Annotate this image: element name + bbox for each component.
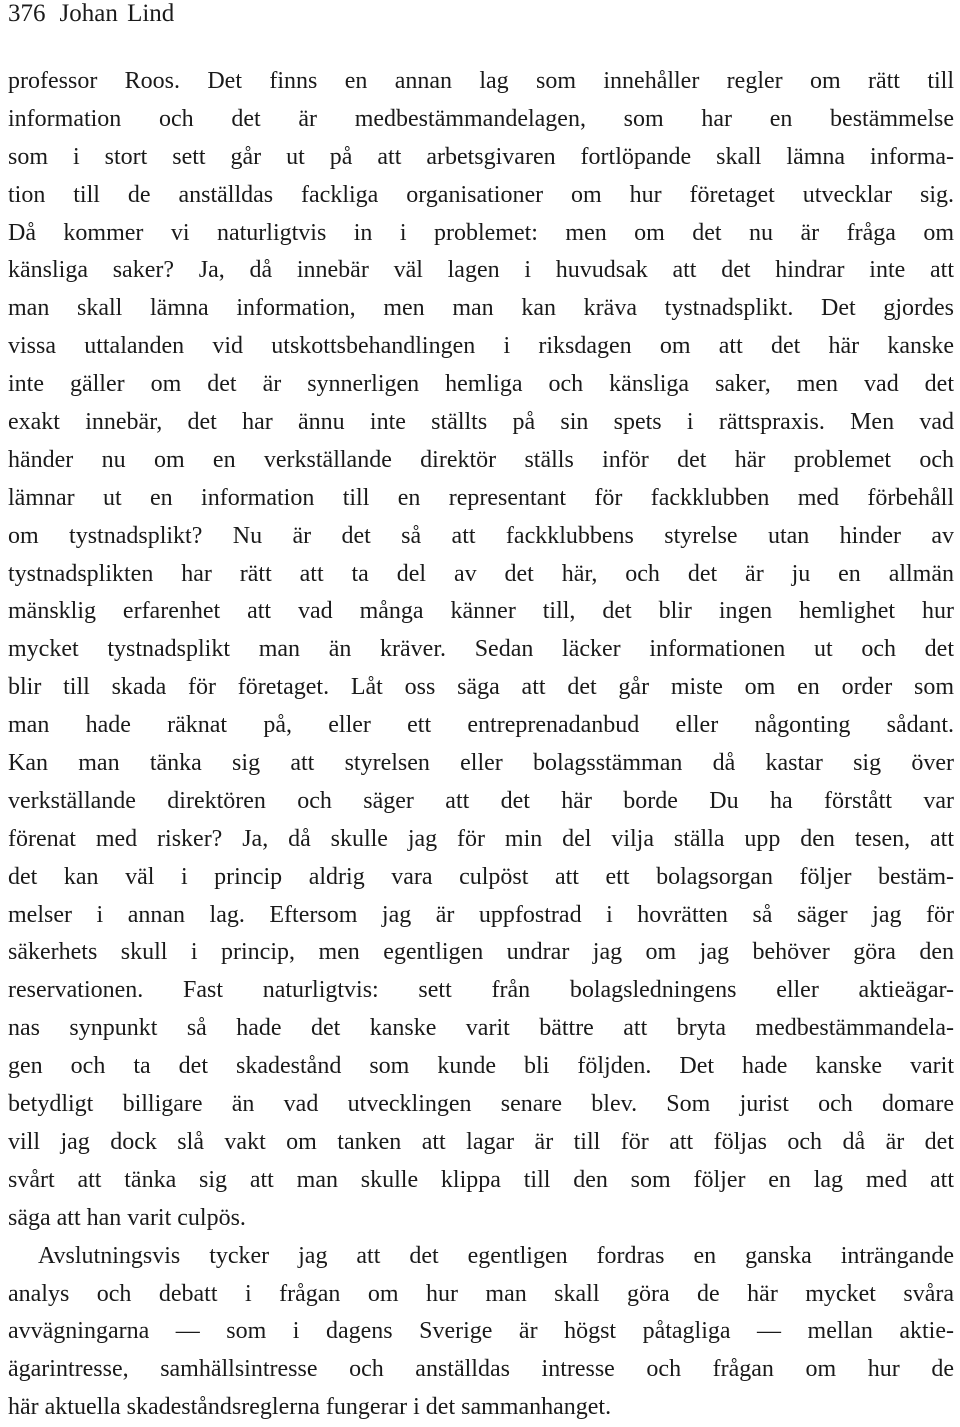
running-header bbox=[8, 1, 954, 27]
text-line: melser i annan lag. Eftersom jag är uppfostrad i hovrätten så säger jag för bbox=[8, 901, 954, 928]
text-line: avvägningarna — som i dagens Sverige är högst påtagliga — mellan aktie- bbox=[8, 1318, 954, 1345]
text-line: känsliga saker? Ja, då innebär väl lagen i huvudsak att det hindrar inte att bbox=[8, 257, 954, 284]
text-line: vissa uttalanden vid utskottsbehandlingen i riksdagen om att det här kanske bbox=[8, 333, 954, 360]
text-line: om tystnadsplikt? Nu är det så att fackklubbens styrelse utan hinder av bbox=[8, 522, 954, 549]
text-line: säga att han varit culpös. bbox=[8, 1204, 246, 1231]
text-line: analys och debatt i frågan om hur man skall göra de här mycket svåra bbox=[8, 1280, 954, 1307]
text-line: säkerhets skull i princip, men egentligen undrar jag om jag behöver göra den bbox=[8, 939, 954, 966]
text-line: Avslutningsvis tycker jag att det egentligen fordras en ganska inträngande bbox=[38, 1242, 954, 1269]
text-line: professor Roos. Det finns en annan lag som innehåller regler om rätt till bbox=[8, 68, 954, 94]
text-line: information och det är medbestämmandelagen, som har en bestämmelse bbox=[8, 105, 954, 132]
text-line: exakt innebär, det har ännu inte ställts på sin spets i rättspraxis. Men vad bbox=[8, 409, 954, 436]
text-line: tystnadsplikten har rätt att ta del av det här, och det är ju en allmän bbox=[8, 560, 954, 587]
text-line: nas synpunkt så hade det kanske varit bättre att bryta medbestämmandela- bbox=[8, 1015, 954, 1042]
text-line: ägarintresse, samhällsintresse och anställdas intresse och frågan om hur de bbox=[8, 1356, 954, 1383]
paragraph bbox=[8, 63, 954, 1238]
body-text bbox=[8, 63, 954, 1427]
text-line: reservationen. Fast naturligtvis: sett från bolagsledningens eller aktieägar- bbox=[8, 977, 954, 1004]
text-line: inte gäller om det är synnerligen hemliga och känsliga saker, men vad det bbox=[8, 371, 954, 398]
text-line: blir till skada för företaget. Låt oss säga att det går miste om en order som bbox=[8, 674, 954, 701]
text-line: verkställande direktören och säger att det här borde Du ha förstått var bbox=[8, 787, 954, 814]
text-line: Då kommer vi naturligtvis in i problemet: men om det nu är fråga om bbox=[8, 219, 954, 246]
text-line: man hade räknat på, eller ett entreprenadanbud eller någonting sådant. bbox=[8, 712, 954, 739]
text-line: betydligt billigare än vad utvecklingen senare blev. Som jurist och domare bbox=[8, 1091, 954, 1118]
text-line: mänsklig erfarenhet att vad många känner till, det blir ingen hemlighet hur bbox=[8, 598, 954, 625]
text-line: tion till de anställdas fackliga organisationer om hur företaget utvecklar sig. bbox=[8, 181, 954, 208]
text-line: lämnar ut en information till en representant för fackklubben med förbehåll bbox=[8, 484, 954, 511]
text-line: det kan väl i princip aldrig vara culpöst att ett bolagsorgan följer bestäm- bbox=[8, 863, 954, 890]
text-line: man skall lämna information, men man kan kräva tystnadsplikt. Det gjordes bbox=[8, 295, 954, 322]
text-line: förenat med risker? Ja, då skulle jag för min del vilja ställa upp den tesen, att bbox=[8, 825, 954, 852]
document-page bbox=[8, 0, 954, 1427]
text-line: vill jag dock slå vakt om tanken att lagar är till för att följas och då är det bbox=[8, 1128, 954, 1155]
text-line: Kan man tänka sig att styrelsen eller bolagsstämman då kastar sig över bbox=[8, 750, 954, 777]
running-head-author: Johan Lind bbox=[59, 0, 175, 27]
page-number: 376 bbox=[8, 0, 46, 27]
text-line: gen och ta det skadestånd som kunde bli följden. Det hade kanske varit bbox=[8, 1053, 954, 1080]
text-line: händer nu om en verkställande direktör ställs inför det här problemet och bbox=[8, 446, 954, 473]
text-line: mycket tystnadsplikt man än kräver. Sedan läcker informationen ut och det bbox=[8, 636, 954, 663]
paragraph bbox=[8, 1238, 954, 1427]
text-line: svårt att tänka sig att man skulle klippa till den som följer en lag med att bbox=[8, 1166, 954, 1193]
text-line: här aktuella skadeståndsreglerna fungerar i det sammanhanget. bbox=[8, 1394, 612, 1421]
text-line: som i stort sett går ut på att arbetsgivaren fortlöpande skall lämna informa- bbox=[8, 143, 954, 170]
